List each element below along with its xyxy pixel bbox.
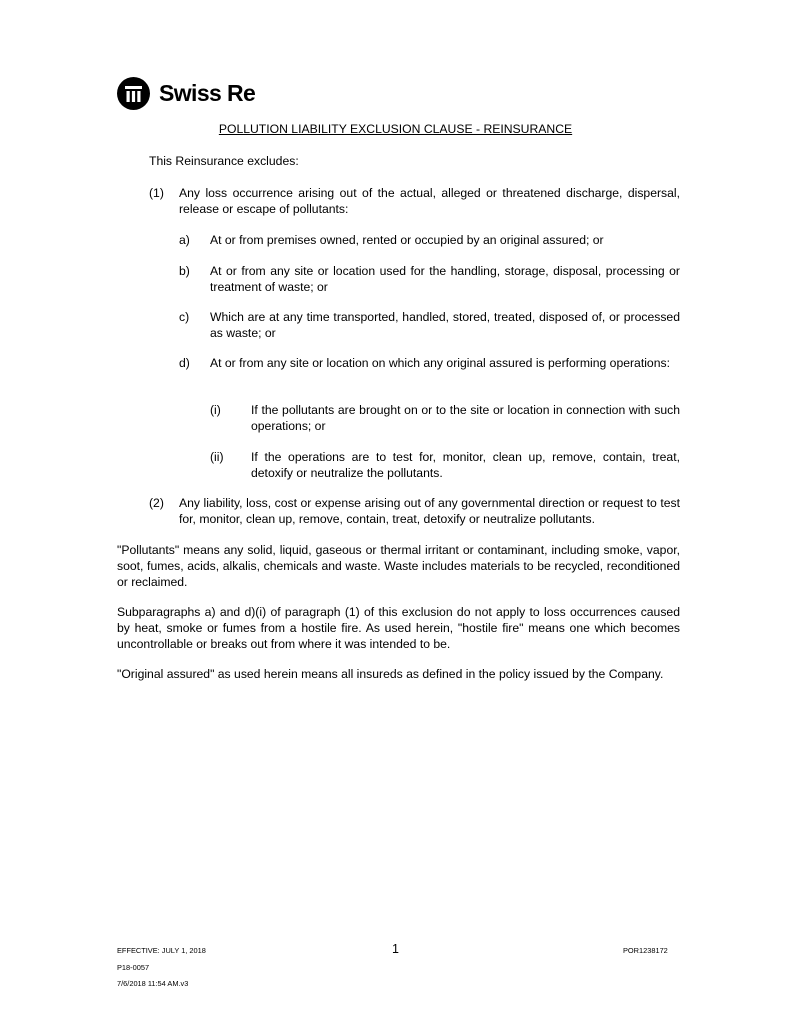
subitem-text: At or from any site or location used for the handling, storage, disposal, processing or treatment of waste; or <box>210 264 680 294</box>
subitem-marker: c) <box>179 310 190 324</box>
subitem-text: Which are at any time transported, handled, stored, treated, disposed of, or processed as waste; or <box>210 310 680 340</box>
subitem-text: At or from premises owned, rented or occupied by an original assured; or <box>210 233 604 247</box>
clause-text: Any liability, loss, cost or expense arising out of any governmental direction or request to test for, monitor, clean up, remove, contain, treat, detoxify or neutralize pollutants. <box>179 496 680 526</box>
footer-form-number: P18-0057 <box>117 963 150 972</box>
clause-text: Any loss occurrence arising out of the actual, alleged or threatened discharge, dispersal, release or escape of pollutants: <box>179 186 680 216</box>
document-title: POLLUTION LIABILITY EXCLUSION CLAUSE - REINSURANCE <box>218 122 573 136</box>
footer-doc-reference: POR1238172 <box>623 946 668 955</box>
clause-marker: (2) <box>149 496 164 510</box>
definition-paragraph: "Pollutants" means any solid, liquid, gaseous or thermal irritant or contaminant, including smoke, vapor, soot, fumes, acids, alkalis, chemicals and waste. Waste includes materials to be recycled, reconditioned or reclaimed. <box>117 543 680 589</box>
subsubitem-marker: (ii) <box>210 450 224 464</box>
clause-marker: (1) <box>149 186 164 200</box>
brand-name: Swiss Re <box>159 79 256 106</box>
exception-paragraph: Subparagraphs a) and d)(i) of paragraph (1) of this exclusion do not apply to loss occurrences caused by heat, smoke or fumes from a hostile fire. As used herein, "hostile fire" means one which becomes uncontrollable or breaks out from where it was intended to be. <box>117 605 680 651</box>
page-number: 1 <box>392 942 399 956</box>
subsubitem-marker: (i) <box>210 403 221 417</box>
swiss-re-logo <box>117 76 255 110</box>
subitem-marker: b) <box>179 264 190 278</box>
subsubitem-text: If the operations are to test for, monitor, clean up, remove, contain, treat, detoxify or neutralize the pollutants. <box>251 450 680 480</box>
subitem-marker: d) <box>179 356 190 370</box>
subitem-marker: a) <box>179 233 190 247</box>
definition-paragraph: "Original assured" as used herein means all insureds as defined in the policy issued by the Company. <box>117 667 664 681</box>
footer-timestamp: 7/6/2018 11:54 AM.v3 <box>117 979 189 988</box>
swiss-re-logo-icon <box>117 77 150 110</box>
subsubitem-text: If the pollutants are brought on or to the site or location in connection with such operations; or <box>251 403 680 433</box>
footer-effective-date: EFFECTIVE: JULY 1, 2018 <box>117 946 206 955</box>
intro-text: This Reinsurance excludes: <box>149 154 299 168</box>
subitem-text: At or from any site or location on which any original assured is performing operations: <box>210 356 670 370</box>
